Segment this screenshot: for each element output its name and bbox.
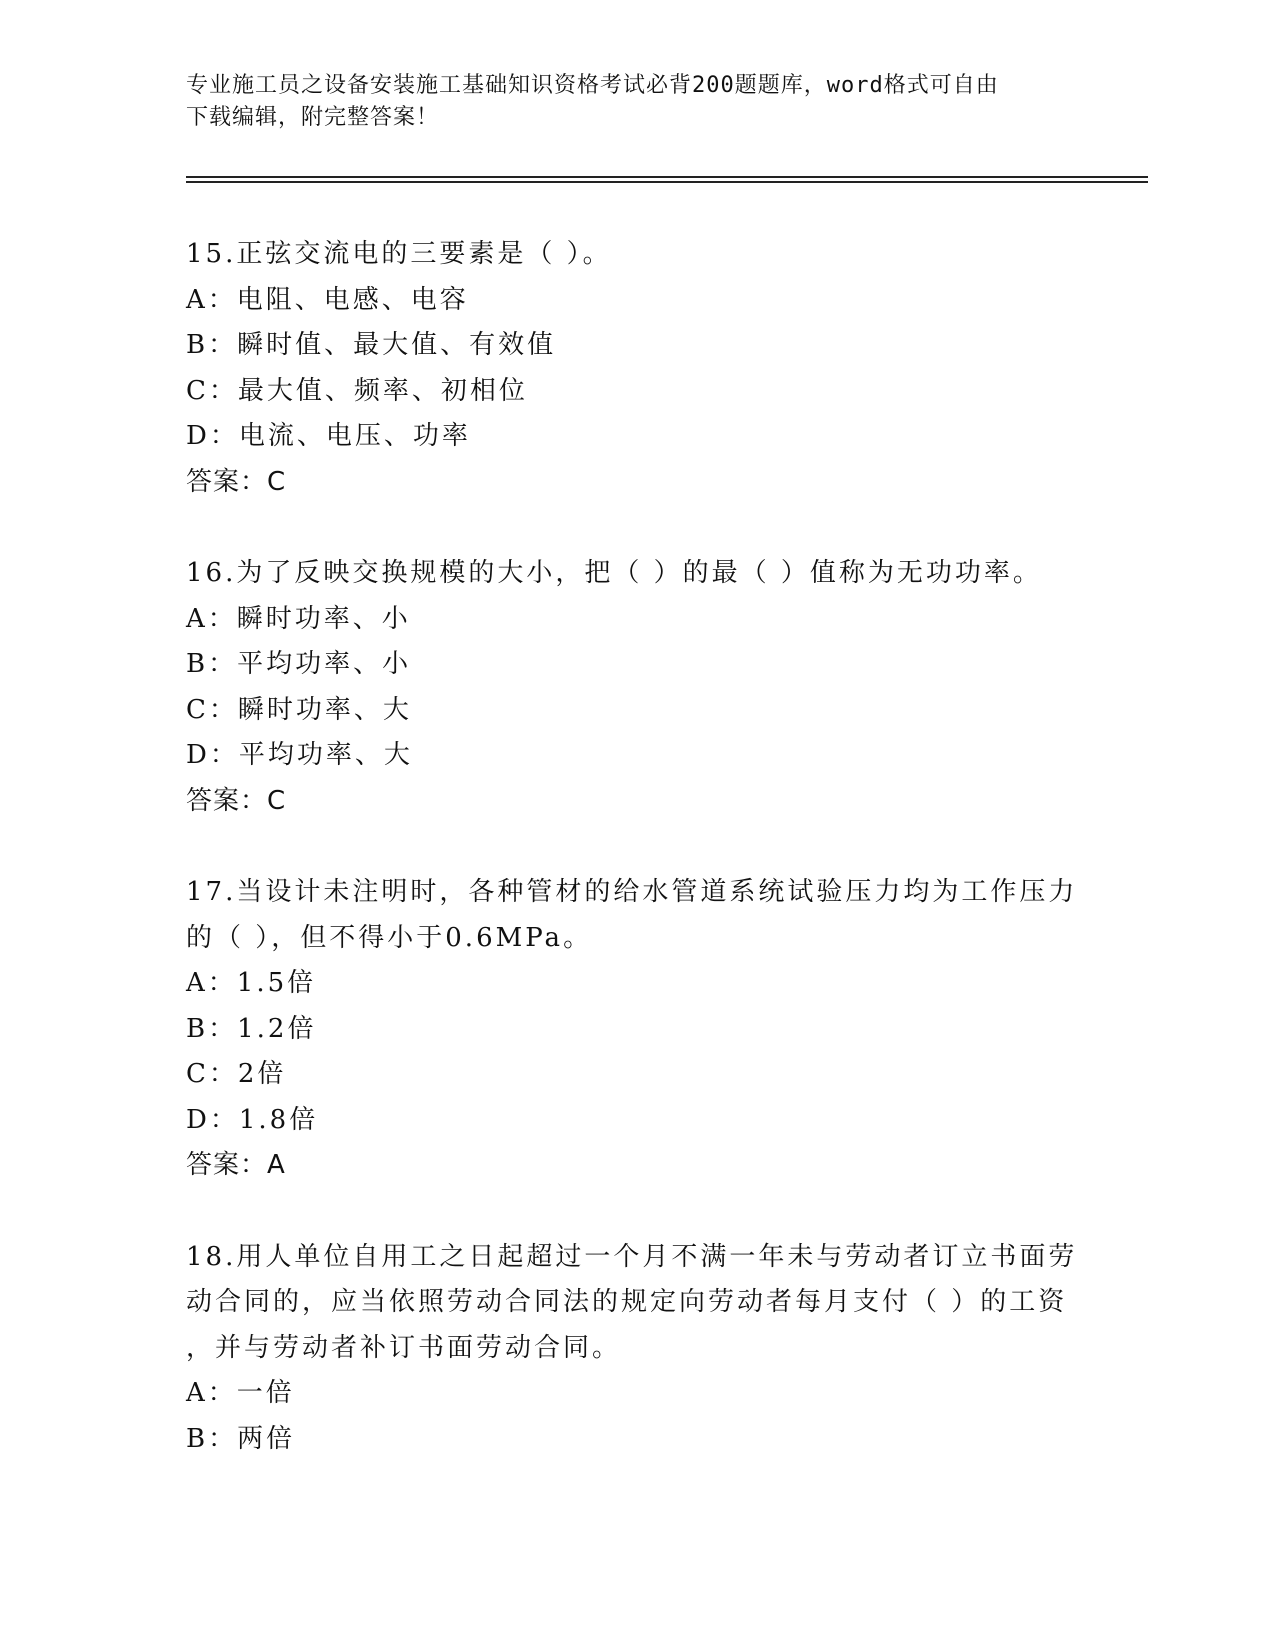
answer-option: B：两倍 xyxy=(186,1423,296,1454)
header-title-line-1: 专业施工员之设备安装施工基础知识资格考试必背200题题库，word格式可自由 xyxy=(186,73,999,98)
question-stem-line: ，并与劳动者补订书面劳动合同。 xyxy=(186,1332,622,1363)
question-stem-line: 18.用人单位自用工之日起超过一个月不满一年未与劳动者订立书面劳 xyxy=(186,1241,1078,1272)
question-item xyxy=(186,870,1086,1189)
answer-key: 答案：C xyxy=(186,785,287,816)
header-divider-bottom xyxy=(186,181,1148,183)
answer-option: A：电阻、电感、电容 xyxy=(186,284,469,315)
question-stem-line: 15.正弦交流电的三要素是（ ）。 xyxy=(186,239,612,269)
answer-option: B：1.2倍 xyxy=(186,1013,317,1044)
answer-option: C：最大值、频率、初相位 xyxy=(186,375,528,406)
question-stem-line: 17.当设计未注明时，各种管材的给水管道系统试验压力均为工作压力 xyxy=(186,877,1078,907)
answer-option: B：平均功率、小 xyxy=(186,649,412,679)
question-list xyxy=(186,232,1086,1508)
question-item xyxy=(186,1235,1086,1463)
question-item xyxy=(186,232,1086,505)
answer-key: 答案：A xyxy=(186,1150,286,1180)
answer-option: D：电流、电压、功率 xyxy=(186,421,471,451)
answer-key: 答案：C xyxy=(186,466,287,497)
answer-option: B：瞬时值、最大值、有效值 xyxy=(186,330,557,360)
answer-option: A：1.5倍 xyxy=(186,968,317,998)
answer-option: D：1.8倍 xyxy=(186,1104,319,1135)
answer-option: A：瞬时功率、小 xyxy=(186,603,411,634)
document-header xyxy=(186,70,1086,134)
header-title-line-2: 下载编辑，附完整答案！ xyxy=(186,105,440,130)
answer-option: D：平均功率、大 xyxy=(186,740,413,770)
answer-option: C：瞬时功率、大 xyxy=(186,694,412,725)
question-stem-line: 动合同的，应当依照劳动合同法的规定向劳动者每月支付（ ）的工资 xyxy=(186,1287,1068,1317)
answer-option: A：一倍 xyxy=(186,1378,295,1408)
question-item xyxy=(186,551,1086,824)
question-stem-line: 的（ ），但不得小于0.6MPa。 xyxy=(186,922,593,953)
question-stem-line: 16.为了反映交换规模的大小，把（ ）的最（ ）值称为无功功率。 xyxy=(186,558,1042,588)
answer-option: C：2倍 xyxy=(186,1059,287,1089)
header-divider-top xyxy=(186,176,1148,178)
